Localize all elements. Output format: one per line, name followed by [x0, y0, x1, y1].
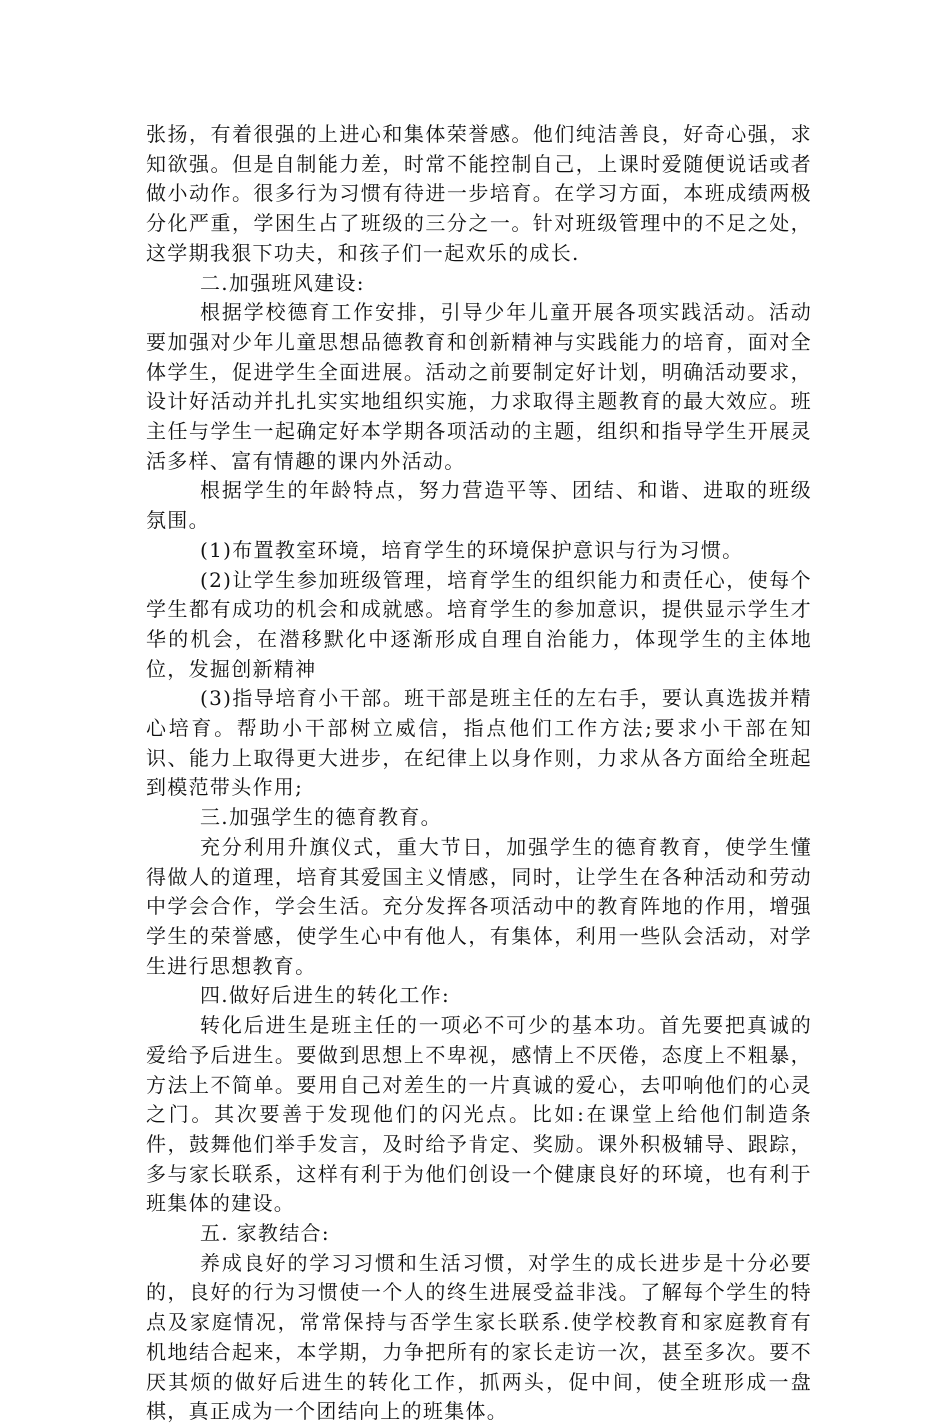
paragraph-moral-education: 充分利用升旗仪式，重大节日，加强学生的德育教育，使学生懂得做人的道理，培育其爱国主义情感，同时，让学生在各种活动和劳动中学会合作，学会生活。充分发挥各项活动中的教育阵地的作用，增强学生的荣誉感，使学生心中有他人，有集体，利用一些队会活动，对学生进行思想教育。	[146, 834, 812, 978]
list-item-classroom-environment: (1)布置教室环境，培育学生的环境保护意识与行为习惯。	[200, 537, 744, 562]
paragraph-class-atmosphere: 根据学生的年龄特点，努力营造平等、团结、和谐、进取的班级氛围。	[146, 478, 812, 533]
list-item-student-cadres: (3)指导培育小干部。班干部是班主任的左右手，要认真选拔并精心培育。帮助小干部树立威信，指点他们工作方法;要求小干部在知识、能力上取得更大进步，在纪律上以身作则，力求从各方面给全班起到模范带头作用;	[146, 686, 812, 800]
paragraph-moral-activities: 根据学校德育工作安排，引导少年儿童开展各项实践活动。活动要加强对少年儿童思想品德教育和创新精神与实践能力的培育，面对全体学生，促进学生全面进展。活动之前要制定好计划，明确活动要求，设计好活动并扎扎实实地组织实施，力求取得主题教育的最大效应。班主任与学生一起确定好本学期各项活动的主题，组织和指导学生开展灵活多样、富有情趣的课内外活动。	[146, 300, 812, 473]
section-heading-class-style: 二.加强班风建设:	[200, 270, 365, 295]
section-heading-home-school: 五. 家教结合:	[200, 1221, 330, 1246]
paragraph-home-school: 养成良好的学习习惯和生活习惯，对学生的成长进步是十分必要的，良好的行为习惯使一个人的终生进展受益非浅。了解每个学生的特点及家庭情况，常常保持与否学生家长联系.使学校教育和家庭教育有机地结合起来，本学期，力争把所有的家长走访一次，甚至多次。要不厌其烦的做好后进生的转化工作，抓两头，促中间，使全班形成一盘棋，真正成为一个团结向上的班集体。	[146, 1250, 812, 1424]
section-heading-underachievers: 四.做好后进生的转化工作:	[200, 983, 450, 1008]
section-heading-moral-education: 三.加强学生的德育教育。	[200, 805, 442, 830]
paragraph-intro-continued: 张扬，有着很强的上进心和集体荣誉感。他们纯洁善良，好奇心强，求知欲强。但是自制能力差，时常不能控制自己，上课时爱随便说话或者做小动作。很多行为习惯有待进一步培育。在学习方面，本班成绩两极分化严重，学困生占了班级的三分之一。针对班级管理中的不足之处，这学期我狠下功夫，和孩子们一起欢乐的成长.	[146, 122, 812, 265]
paragraph-underachievers: 转化后进生是班主任的一项必不可少的基本功。首先要把真诚的爱给予后进生。要做到思想上不卑视，感情上不厌倦，态度上不粗暴，方法上不简单。要用自己对差生的一片真诚的爱心，去叩响他们的心灵之门。其次要善于发现他们的闪光点。比如:在课堂上给他们制造条件，鼓舞他们举手发言，及时给予肯定、奖励。课外积极辅导、跟踪，多与家长联系，这样有利于为他们创设一个健康良好的环境，也有利于班集体的建设。	[146, 1013, 812, 1216]
document-page	[146, 120, 812, 1427]
list-item-class-management: (2)让学生参加班级管理，培育学生的组织能力和责任心，使每个学生都有成功的机会和成就感。培育学生的参加意识，提供显示学生才华的机会，在潜移默化中逐渐形成自理自治能力，体现学生的主体地位，发掘创新精神	[146, 567, 812, 681]
